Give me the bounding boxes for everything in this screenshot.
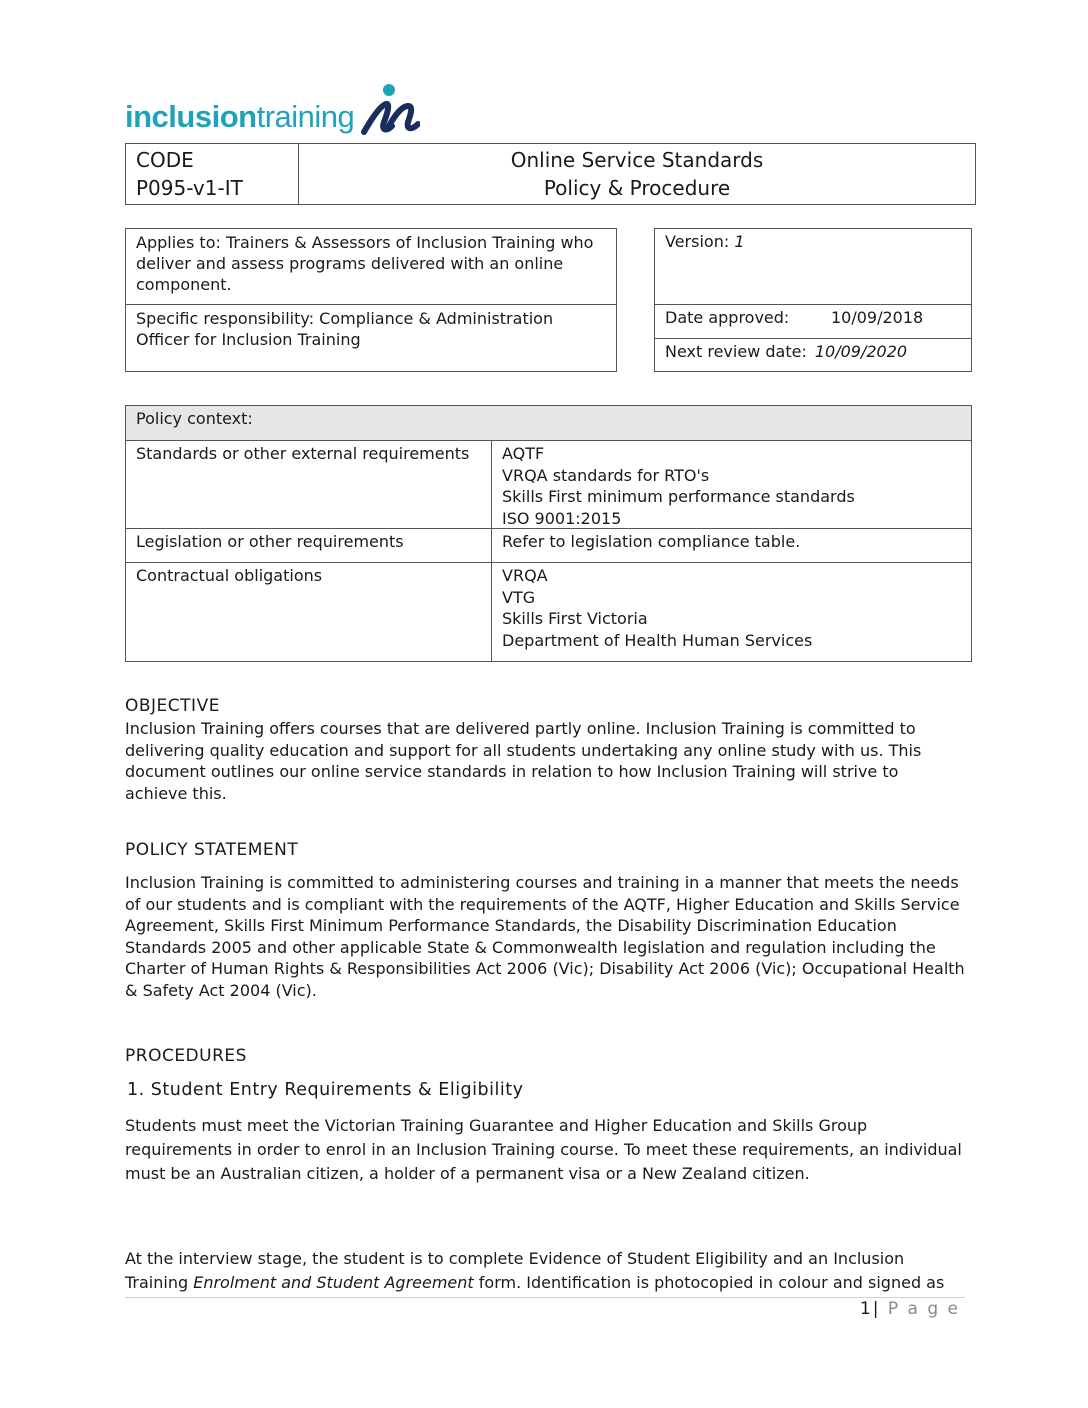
table-row — [126, 563, 971, 661]
code-value: P095-v1-IT — [136, 176, 243, 200]
policy-context-table — [125, 405, 972, 662]
row-value: Refer to legislation compliance table. — [502, 532, 801, 551]
title-cell — [299, 144, 975, 204]
page-word: P a g e — [887, 1299, 960, 1319]
procedures-heading: PROCEDURES — [125, 1046, 247, 1066]
procedure-subheading: 1. Student Entry Requirements & Eligibility — [127, 1080, 524, 1100]
document-title-line1: Online Service Standards — [510, 148, 764, 172]
row-value: AQTF — [502, 444, 545, 463]
next-review-cell — [655, 339, 971, 371]
row-values — [492, 441, 971, 528]
logo-mark-icon — [358, 82, 420, 138]
row-value: VRQA — [502, 566, 548, 585]
document-title-line2: Policy & Procedure — [543, 176, 731, 200]
version-value: 1 — [734, 232, 745, 251]
version-box — [654, 228, 972, 372]
responsibility-label: Specific responsibility: — [136, 309, 315, 328]
page-footer — [860, 1299, 960, 1319]
next-review-value: 10/09/2020 — [814, 342, 908, 361]
next-review-label: Next review date: — [665, 342, 807, 361]
para2-text-a: At the interview stage, the student is to complete Evidence of Student Eligibility and an Inclusion Training — [125, 1249, 905, 1292]
document-code-header — [125, 143, 976, 205]
row-values — [492, 563, 971, 661]
procedure-paragraph-1: Students must meet the Victorian Training Guarantee and Higher Education and Skills Group requirements in order to enrol in an Inclusion Training course. To meet these requirements, an individual must be an Australian citizen, a holder of a permanent visa or a New Zealand citizen. — [125, 1116, 962, 1183]
applies-text: Trainers & Assessors of Inclusion Training who deliver and assess programs delivered with an online component. — [136, 233, 594, 294]
para2-italic: Enrolment and Student Agreement — [193, 1273, 474, 1292]
policy-context-heading: Policy context: — [126, 406, 971, 441]
table-row — [126, 529, 971, 563]
policy-statement-heading: POLICY STATEMENT — [125, 840, 299, 860]
responsibility-cell — [126, 305, 616, 353]
code-cell — [126, 144, 299, 204]
version-cell — [655, 229, 971, 305]
table-row — [126, 441, 971, 529]
objective-text: Inclusion Training offers courses that are delivered partly online. Inclusion Training is committed to delivering quality education and support for all students undertaking any online study with us. This document outlines our online service standards in relation to how Inclusion Training will strive to achieve this. — [125, 719, 922, 803]
row-value: VTG — [502, 587, 536, 607]
page-separator: | — [872, 1299, 881, 1319]
page-number: 1 — [859, 1299, 873, 1319]
procedure-paragraph-2 — [125, 1247, 965, 1295]
logo-wordmark — [125, 101, 354, 138]
applies-box — [125, 228, 617, 372]
footer-divider — [125, 1297, 965, 1298]
row-label: Standards or other external requirements — [126, 441, 492, 528]
date-approved-label: Date approved: — [665, 308, 790, 327]
date-approved-value: 10/09/2018 — [831, 308, 924, 327]
date-approved-cell — [655, 305, 971, 339]
row-value: VRQA standards for RTO's — [502, 465, 710, 485]
company-logo — [125, 82, 420, 138]
para2-text-b: form. Identification is photocopied in colour and signed as — [473, 1273, 945, 1292]
logo-text-regular: training — [256, 99, 355, 134]
version-label: Version: — [665, 232, 730, 251]
objective-heading: OBJECTIVE — [125, 696, 220, 716]
row-label: Contractual obligations — [126, 563, 492, 661]
row-values — [492, 529, 971, 562]
row-value: Skills First Victoria — [502, 609, 648, 628]
row-value: ISO 9001:2015 — [502, 508, 622, 528]
row-label: Legislation or other requirements — [126, 529, 492, 562]
applies-label: Applies to: — [136, 233, 221, 252]
responsibility-text: Compliance & Administration Officer for Inclusion Training — [136, 309, 554, 349]
policy-statement-text: Inclusion Training is committed to administering courses and training in a manner that meets the needs of our students and is compliant with the requirements of the AQTF, Higher Education and Skills Service Agreement, Skills First Minimum Performance Standards, the Disability Discrimination Education Standards 2005 and other applicable State & Commonwealth legislation and regulation including the Charter of Human Rights & Responsibilities Act 2006 (Vic); Disability Act 2006 (Vic); Occupational Health & Safety Act 2004 (Vic). — [125, 873, 965, 1000]
row-value: Department of Health Human Services — [502, 630, 813, 650]
row-value: Skills First minimum performance standards — [502, 487, 855, 506]
applies-to-cell — [126, 229, 616, 305]
logo-text-bold: inclusion — [125, 99, 257, 134]
code-label: CODE — [136, 148, 194, 172]
